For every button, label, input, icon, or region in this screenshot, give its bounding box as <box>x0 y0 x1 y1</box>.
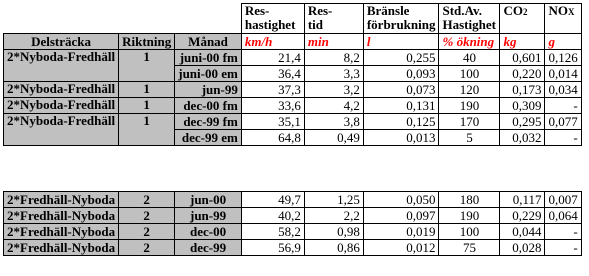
value-cell: 75 <box>439 240 500 256</box>
value-cell: 8,2 <box>304 50 363 66</box>
riktning-cell: 2 <box>119 224 175 240</box>
value-cell: 0,077 <box>545 114 581 130</box>
value-cell: 0,093 <box>363 66 439 82</box>
value-cell: 0,229 <box>500 208 545 224</box>
manad-cell: dec-99 <box>175 240 242 256</box>
value-cell: 5 <box>439 130 500 146</box>
value-cell: 0,255 <box>363 50 439 66</box>
table-row <box>4 114 582 130</box>
value-cell: 0,032 <box>500 130 545 146</box>
value-cell: 35,1 <box>241 114 304 130</box>
spacer-row <box>4 164 582 192</box>
value-cell: 0,309 <box>500 98 545 114</box>
value-cell: 33,6 <box>241 98 304 114</box>
manad-cell: dec-00 <box>175 224 242 240</box>
manad-cell: jun-00 <box>175 192 242 208</box>
value-cell: 0,49 <box>304 130 363 146</box>
value-cell: 4,2 <box>304 98 363 114</box>
manad-cell: dec-99 fm <box>175 114 242 130</box>
value-cell: 64,8 <box>241 130 304 146</box>
value-cell: 190 <box>439 208 500 224</box>
value-cell: - <box>545 98 581 114</box>
value-cell: 3,2 <box>304 82 363 98</box>
value-cell: 0,125 <box>363 114 439 130</box>
value-cell: - <box>545 240 581 256</box>
value-cell: 40 <box>439 50 500 66</box>
value-cell: 0,173 <box>500 82 545 98</box>
delstracka-cell: 2*Nyboda-Fredhäll <box>4 114 119 146</box>
value-cell: 56,9 <box>241 240 304 256</box>
emissions-table <box>3 3 582 256</box>
riktning-cell: 2 <box>119 240 175 256</box>
value-cell: 170 <box>439 114 500 130</box>
delstracka-cell: 2*Nyboda-Fredhäll <box>4 50 119 82</box>
table-row <box>4 208 582 224</box>
manad-cell: juni-00 fm <box>175 50 242 66</box>
table-row <box>4 224 582 240</box>
value-cell: 0,295 <box>500 114 545 130</box>
header-std-av: Std.Av. Hastighet <box>439 4 500 34</box>
value-cell: 0,220 <box>500 66 545 82</box>
header-manad: Månad <box>175 34 242 50</box>
manad-cell: jun-99 <box>175 208 242 224</box>
riktning-cell: 2 <box>119 192 175 208</box>
value-cell: 0,98 <box>304 224 363 240</box>
value-cell: 1,25 <box>304 192 363 208</box>
header-riktning: Riktning <box>119 34 175 50</box>
riktning-cell: 2 <box>119 208 175 224</box>
unit-kmh: km/h <box>241 34 304 50</box>
table-row <box>4 82 582 98</box>
unit-kg: kg <box>500 34 545 50</box>
value-cell: 0,097 <box>363 208 439 224</box>
value-cell: 0,117 <box>500 192 545 208</box>
unit-g: g <box>545 34 581 50</box>
riktning-cell: 1 <box>119 82 175 98</box>
value-cell: 0,073 <box>363 82 439 98</box>
header-res-hastighet: Res- hastighet <box>241 4 304 34</box>
value-cell: 0,013 <box>363 130 439 146</box>
table-row <box>4 98 582 114</box>
value-cell: 0,601 <box>500 50 545 66</box>
manad-cell: dec-99 em <box>175 130 242 146</box>
value-cell: 0,012 <box>363 240 439 256</box>
value-cell: 0,007 <box>545 192 581 208</box>
manad-cell: dec-00 fm <box>175 98 242 114</box>
delstracka-cell: 2*Nyboda-Fredhäll <box>4 98 119 114</box>
value-cell: 36,4 <box>241 66 304 82</box>
value-cell: 3,8 <box>304 114 363 130</box>
value-cell: 190 <box>439 98 500 114</box>
value-cell: 2,2 <box>304 208 363 224</box>
value-cell: 0,014 <box>545 66 581 82</box>
value-cell: 120 <box>439 82 500 98</box>
value-cell: 100 <box>439 66 500 82</box>
table-row <box>4 50 582 66</box>
riktning-cell: 1 <box>119 98 175 114</box>
header-bransle: Bränsle förbrukning <box>363 4 439 34</box>
header-delstracka: Delsträcka <box>4 34 119 50</box>
header-co2: CO2 <box>500 4 545 34</box>
value-cell: 0,034 <box>545 82 581 98</box>
value-cell: 0,028 <box>500 240 545 256</box>
delstracka-cell: 2*Fredhäll-Nyboda <box>4 208 119 224</box>
unit-min: min <box>304 34 363 50</box>
delstracka-cell: 2*Fredhäll-Nyboda <box>4 240 119 256</box>
value-cell: 49,7 <box>241 192 304 208</box>
value-cell: 58,2 <box>241 224 304 240</box>
value-cell: 0,050 <box>363 192 439 208</box>
riktning-cell: 1 <box>119 50 175 82</box>
unit-l: l <box>363 34 439 50</box>
value-cell: - <box>545 224 581 240</box>
manad-cell: juni-00 em <box>175 66 242 82</box>
value-cell: 100 <box>439 224 500 240</box>
value-cell: 21,4 <box>241 50 304 66</box>
table-row <box>4 240 582 256</box>
value-cell: 40,2 <box>241 208 304 224</box>
riktning-cell: 1 <box>119 114 175 146</box>
manad-cell: jun-99 <box>175 82 242 98</box>
unit-okning: % ökning <box>439 34 500 50</box>
value-cell: - <box>545 130 581 146</box>
delstracka-cell: 2*Fredhäll-Nyboda <box>4 192 119 208</box>
value-cell: 0,131 <box>363 98 439 114</box>
value-cell: 37,3 <box>241 82 304 98</box>
value-cell: 3,3 <box>304 66 363 82</box>
delstracka-cell: 2*Nyboda-Fredhäll <box>4 82 119 98</box>
value-cell: 180 <box>439 192 500 208</box>
header-res-tid: Res- tid <box>304 4 363 34</box>
value-cell: 0,126 <box>545 50 581 66</box>
value-cell: 0,019 <box>363 224 439 240</box>
value-cell: 0,064 <box>545 208 581 224</box>
value-cell: 0,86 <box>304 240 363 256</box>
spacer-row <box>4 146 582 164</box>
delstracka-cell: 2*Fredhäll-Nyboda <box>4 224 119 240</box>
value-cell: 0,044 <box>500 224 545 240</box>
header-nox: NOX <box>545 4 581 34</box>
table-row <box>4 192 582 208</box>
